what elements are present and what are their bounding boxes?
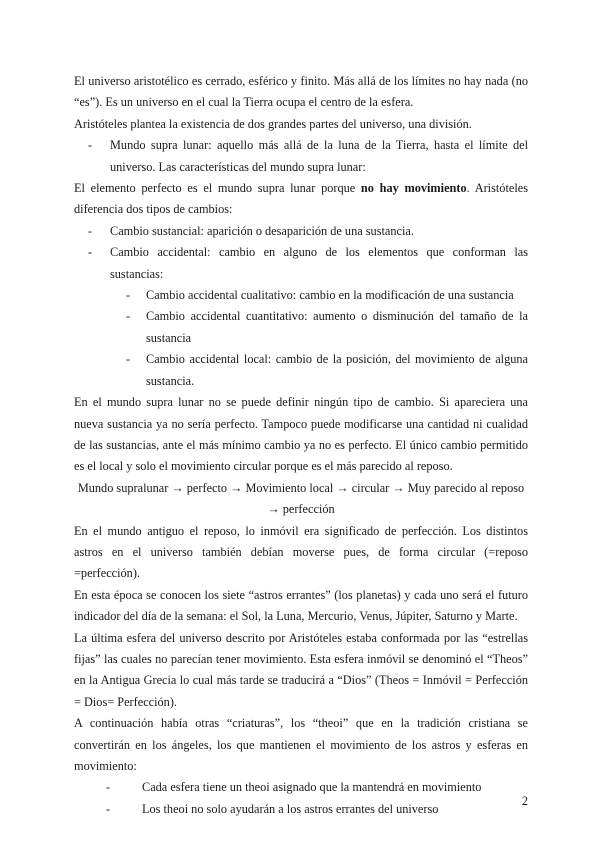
paragraph-theoi: A continuación había otras “criaturas”, los “theoi” que en la tradición cristiana se convertirán en los ángeles, los que mantienen el movimiento de los astros y esferas en movimiento: bbox=[74, 716, 528, 773]
list-item-text: Cambio accidental local: cambio de la posición, del movimiento de alguna sustancia. bbox=[146, 352, 528, 388]
dash-bullet: - bbox=[88, 245, 93, 260]
page-body bbox=[74, 71, 528, 820]
list-item bbox=[74, 306, 528, 349]
list-item bbox=[74, 799, 528, 820]
paragraph-wandering-stars: En esta época se conocen los siete “astros errantes” (los planetas) y cada uno será el futuro indicador del día de la semana: el Sol, la Luna, Mercurio, Venus, Júpiter, Saturno y Marte. bbox=[74, 587, 528, 624]
paragraph-two-parts: Aristóteles plantea la existencia de dos grandes partes del universo, una división. bbox=[74, 116, 472, 131]
list-item-text: Cambio sustancial: aparición o desaparición de una sustancia. bbox=[110, 223, 414, 238]
list-item-text: Cada esfera tiene un theoi asignado que la mantendrá en movimiento bbox=[142, 780, 482, 795]
chain-line-1: Mundo supralunar → perfecto → Movimiento local → circular → Muy parecido al reposo bbox=[77, 480, 525, 495]
list-item bbox=[74, 349, 528, 392]
dash-bullet: - bbox=[126, 309, 131, 324]
list-supra-lunar bbox=[74, 135, 528, 178]
paragraph-universe-intro: El universo aristotélico es cerrado, esférico y finito. Más allá de los límites no hay nada (no “es”). Es un universo en el cual la Tierra ocupa el centro de la esfera. bbox=[74, 74, 528, 110]
list-item bbox=[74, 777, 528, 798]
paragraph-ancient-world: En el mundo antiguo el reposo, lo inmóvil era significado de perfección. Los distintos astros en el universo también debían moverse pues, de forma circular (=reposo =perfección). bbox=[74, 523, 528, 581]
bold-text: no hay movimiento bbox=[360, 181, 467, 196]
page-number: 2 bbox=[521, 794, 528, 808]
list-item bbox=[74, 285, 528, 306]
paragraph-no-change: En el mundo supra lunar no se puede definir ningún tipo de cambio. Si apareciera una nueva sustancia ya no sería perfecto. Tampoco puede modificarse una cantidad ni cualidad de las sustancias, ante el más mínimo cambio ya no es perfecto. El único cambio permitido es el local y solo el movimiento circular porque es el más parecido al reposo. bbox=[74, 395, 528, 474]
list-accidental-changes bbox=[74, 285, 528, 392]
dash-bullet: - bbox=[88, 223, 93, 238]
list-item bbox=[74, 242, 528, 285]
list-item-text: Cambio accidental cualitativo: cambio en la modificación de una sustancia bbox=[146, 288, 514, 303]
dash-bullet: - bbox=[106, 801, 111, 816]
paragraph-last-sphere: La última esfera del universo descrito por Aristóteles estaba conformada por las “estrellas fijas” las cuales no parecían tener movimiento. Esta esfera inmóvil se denominó el “Theos” en la Antigua Grecia lo cual más tarde se traducirá a “Dios” (Theos = Inmóvil = Perfección = Dios= Perfección). bbox=[74, 630, 528, 709]
paragraph-perfect-element bbox=[74, 178, 528, 221]
dash-bullet: - bbox=[126, 288, 131, 303]
list-item-text: Cambio accidental cuantitativo: aumento o disminución del tamaño de la sustancia bbox=[146, 309, 528, 345]
list-item-text: Los theoi no solo ayudarán a los astros errantes del universo bbox=[142, 801, 439, 816]
list-theoi bbox=[74, 777, 528, 820]
list-item bbox=[74, 221, 528, 242]
dash-bullet: - bbox=[106, 780, 111, 795]
list-change-types bbox=[74, 221, 528, 285]
text-span: El elemento perfecto es el mundo supra lunar porque bbox=[74, 181, 361, 196]
list-item-text: Cambio accidental: cambio en alguno de los elementos que conforman las sustancias: bbox=[110, 245, 528, 281]
list-item bbox=[74, 135, 528, 178]
list-item-text: Mundo supra lunar: aquello más allá de la luna de la Tierra, hasta el límite del universo. Las características del mundo supra lunar: bbox=[110, 138, 528, 174]
chain-line-2: → perfección bbox=[267, 502, 335, 517]
text-span: . Aristóteles diferencia dos tipos de cambios: bbox=[74, 181, 528, 217]
dash-bullet: - bbox=[88, 138, 93, 153]
dash-bullet: - bbox=[126, 352, 131, 367]
